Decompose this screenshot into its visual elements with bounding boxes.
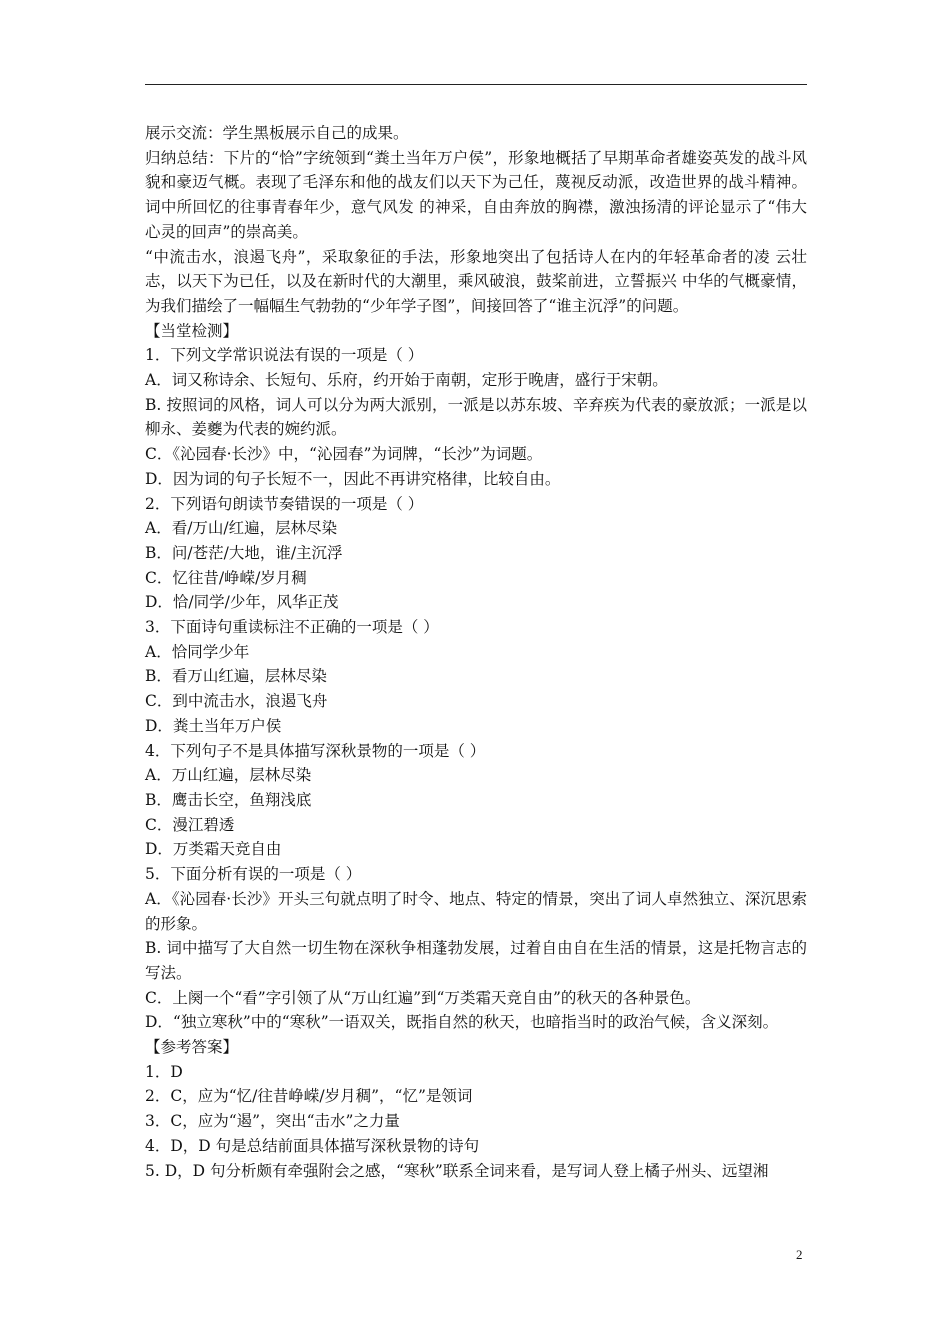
option: D．因为词的句子长短不一，因此不再讲究格律，比较自由。 [145,469,561,488]
option: A．恰同学少年 [145,642,250,661]
option: C．上阕一个“看”字引领了从“万山红遍”到“万类霜天竞自由”的秋天的各种景色。 [145,988,701,1007]
option: A．《沁园春·长沙》开头三句就点明了时令、地点、特定的情景，突出了词人卓然独立、深沉思索的形象。 [145,889,807,933]
question: 1．下列文学常识说法有误的一项是（ ） [145,346,424,365]
page-number: 2 [796,1247,803,1262]
answer: 1．D [145,1062,183,1081]
paragraph: 展示交流：学生黑板展示自己的成果。 [145,124,409,142]
option: B．问/苍茫/大地，谁/主沉浮 [145,543,343,562]
option: C．《沁园春·长沙》中，“沁园春”为词牌，“长沙”为词题。 [145,445,543,464]
answer: 3．C，应为“遏”，突出“击水”之力量 [145,1112,400,1131]
question: 5．下面分析有误的一项是（ ） [145,865,362,884]
option: D．“独立寒秋”中的“寒秋”一语双关，既指自然的秋天，也暗指当时的政治气候，含义深刻。 [145,1013,779,1032]
question: 3．下面诗句重读标注不正确的一项是（ ） [145,618,439,637]
question: 2．下列语句朗读节奏错误的一项是（ ） [145,494,424,513]
paragraph: “中流击水，浪遏飞舟”，采取象征的手法，形象地突出了包括诗人在内的年轻革命者的凌 云壮志，以天下为已任，以及在新时代的大潮里，乘风破浪，鼓桨前进，立誓振兴 中华的气概豪情，为我们描绘了一幅幅生气勃勃的“少年学子图”，间接回答了“谁主沉浮”的问题。 [145,247,807,315]
option: C．忆往昔/峥嵘/岁月稠 [145,568,307,587]
option: D．万类霜天竞自由 [145,840,282,859]
option: B. 按照词的风格，词人可以分为两大派别，一派是以苏东坡、辛弃疾为代表的豪放派；一派是以柳永、姜夔为代表的婉约派。 [145,395,807,439]
option: B. 词中描写了大自然一切生物在深秋争相蓬勃发展，过着自由自在生活的情景，这是托物言志的写法。 [145,939,807,982]
option: C．漫江碧透 [145,815,235,834]
paragraph: 归纳总结：下片的“恰”字统领到“粪土当年万户侯”，形象地概括了早期革命者雄姿英发的战斗风貌和豪迈气概。表现了毛泽东和他的战友们以天下为己任，蔑视反动派，改造世界的战斗精神。词中所回忆的往事青春年少，意气风发 的神采，自由奔放的胸襟，激浊扬清的评论显示了“伟大心灵的回声”的崇高美。 [145,148,807,241]
section-heading: 【当堂检测】 [145,321,239,340]
section-heading: 【参考答案】 [145,1038,239,1057]
option: C．到中流击水，浪遏飞舟 [145,692,328,711]
option: A．万山红遍，层林尽染 [145,766,312,785]
option: D．恰/同学/少年，风华正茂 [145,593,339,612]
option: A．词又称诗余、长短句、乐府，约开始于南朝，定形于晚唐，盛行于宋朝。 [145,371,668,390]
option: B．鹰击长空，鱼翔浅底 [145,790,312,809]
answer: 5. D，D 句分析颇有牵强附会之感，“寒秋”联系全词来看，是写词人登上橘子州头、远望湘 [145,1161,769,1180]
header-rule [145,84,807,85]
option: A．看/万山/红遍，层林尽染 [145,519,338,538]
option: B．看万山红遍，层林尽染 [145,667,327,686]
question: 4．下列句子不是具体描写深秋景物的一项是（ ） [145,741,486,760]
answer: 2．C，应为“忆/往昔峥嵘/岁月稠”，“忆”是领词 [145,1087,473,1106]
answer: 4．D，D 句是总结前面具体描写深秋景物的诗句 [145,1136,480,1155]
option: D．粪土当年万户侯 [145,716,282,735]
document-body [145,121,807,1183]
